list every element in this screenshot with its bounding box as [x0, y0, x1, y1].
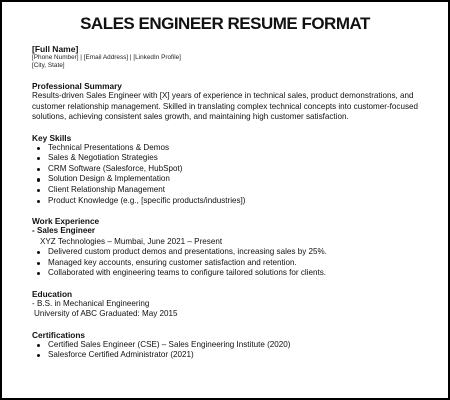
summary-heading: Professional Summary [32, 81, 122, 92]
list-item: Salesforce Certified Administrator (2021) [32, 350, 430, 361]
contact-line: [Phone Number] | [Email Address] | [LinkedIn Profile] [32, 54, 181, 61]
experience-heading: Work Experience [32, 216, 100, 227]
summary-section [32, 81, 430, 122]
skills-section [32, 133, 430, 207]
list-item: Managed key accounts, ensuring customer satisfaction and retention. [32, 258, 430, 269]
education-section [32, 289, 430, 320]
job-title: - Sales Engineer [32, 226, 95, 236]
list-item: Delivered custom product demos and presentations, increasing sales by 25%. [32, 247, 430, 258]
list-item: Certified Sales Engineer (CSE) – Sales Engineering Institute (2020) [32, 340, 430, 351]
list-item: Solution Design & Implementation [32, 174, 430, 185]
location-line: [City, State] [32, 62, 65, 70]
education-heading: Education [32, 288, 73, 299]
list-item: Client Relationship Management [32, 185, 430, 196]
experience-section [32, 216, 430, 279]
list-item: Sales & Negotiation Strategies [32, 153, 430, 164]
certifications-heading: Certifications [32, 329, 86, 340]
company-line: XYZ Technologies – Mumbai, June 2021 – Present [40, 236, 223, 246]
degree-line: - B.S. in Mechanical Engineering [32, 298, 150, 308]
certifications-list [32, 340, 430, 361]
skills-heading: Key Skills [32, 132, 72, 143]
list-item: CRM Software (Salesforce, HubSpot) [32, 164, 430, 175]
list-item: Collaborated with engineering teams to configure tailored solutions for clients. [32, 268, 430, 279]
page-title: SALES ENGINEER RESUME FORMAT [80, 14, 370, 33]
list-item: Technical Presentations & Demos [32, 143, 430, 154]
list-item: Product Knowledge (e.g., [specific products/industries]) [32, 196, 430, 207]
experience-bullets [32, 247, 430, 279]
skills-list [32, 143, 430, 207]
school-line: University of ABC Graduated: May 2015 [34, 309, 178, 319]
summary-text: Results-driven Sales Engineer with [X] years of experience in technical sales, product demonstrations, and customer relationship management. Skilled in translating complex technical concepts into customer-focused solutions, achieving consistent sales growth, and maintaining high customer satisfaction. [32, 91, 418, 122]
full-name: [Full Name] [32, 44, 79, 54]
certifications-section [32, 330, 430, 361]
resume-header [32, 44, 430, 70]
